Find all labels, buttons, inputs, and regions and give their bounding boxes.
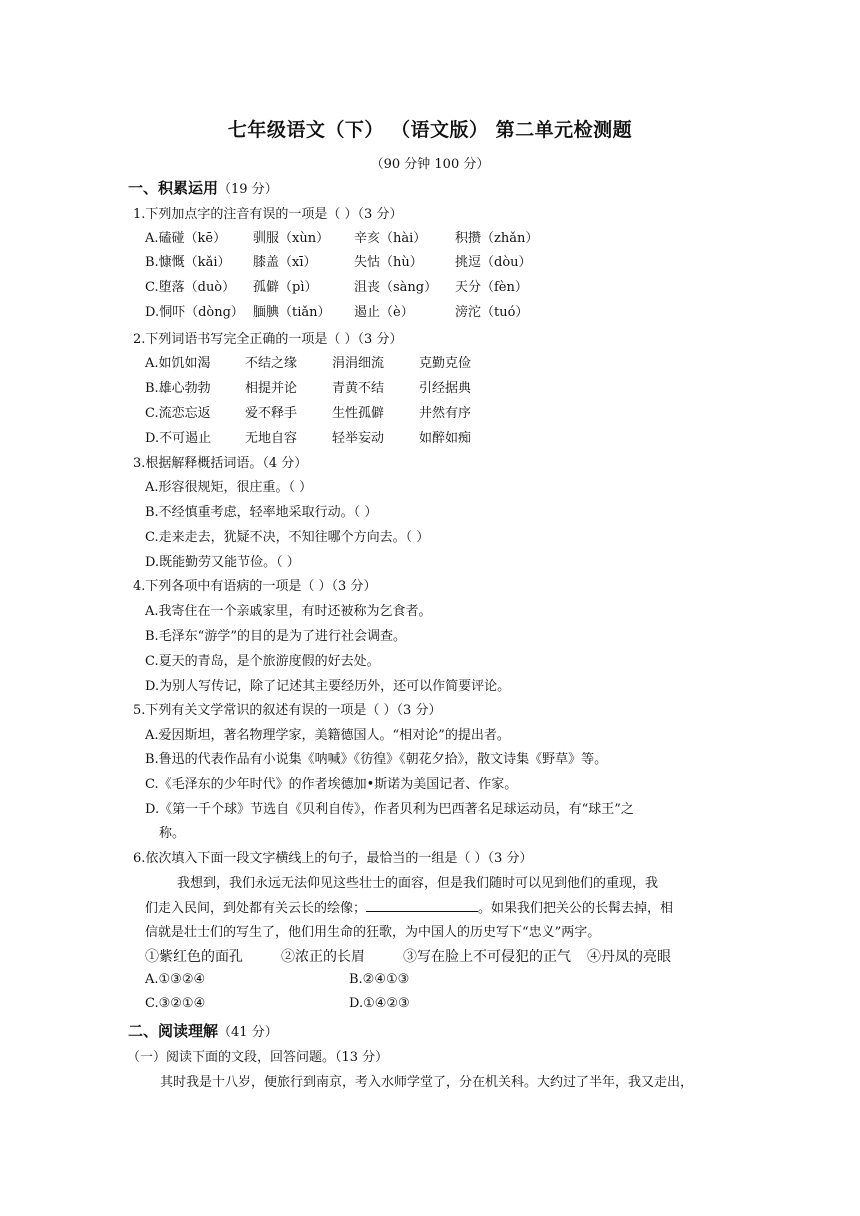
q5-item-b: B.鲁迅的代表作品有小说集《呐喊》《彷徨》《朝花夕拾》，散文诗集《野草》等。 xyxy=(145,752,608,767)
q5-item-d: D.《第一千个球》节选自《贝利自传》，作者贝利为巴西著名足球运动员，有“球王”之 xyxy=(145,802,634,817)
q2-option: 生性孤僻 xyxy=(332,406,385,421)
section-score: （41 分） xyxy=(218,1025,278,1040)
q2-option: 无地自容 xyxy=(245,431,298,446)
q3-item-d: D.既能勤劳又能节俭。（ ） xyxy=(145,555,300,570)
q2-option: 如醉如痴 xyxy=(419,431,472,446)
q1-option: 沮丧（sàng） xyxy=(354,280,438,295)
q1-option: 腼腆（tiǎn） xyxy=(253,305,331,320)
q1-option: 遏止（è） xyxy=(354,305,414,320)
q3-item-c: C.走来走去，犹疑不决，不知往哪个方向去。（ ） xyxy=(145,530,430,545)
q2-option: 轻举妄动 xyxy=(332,431,385,446)
reading-passage-line: 其时我是十八岁，便旅行到南京，考入水师学堂了，分在机关科。大约过了半年，我又走出， xyxy=(160,1075,694,1090)
q2-option: C.流恋忘返 xyxy=(145,406,211,421)
q2-option: 青黄不结 xyxy=(332,381,385,396)
q6-passage-text: 。如果我们把关公的长髯去掉，相 xyxy=(478,901,674,916)
page-title: 七年级语文（下） （语文版） 第二单元检测题 xyxy=(227,119,633,141)
q1-option: B.慷慨（kǎi） xyxy=(145,255,231,270)
question-2-stem: 2.下列词语书写完全正确的一项是（ ）（3 分） xyxy=(133,332,403,347)
q4-item-a: A.我寄住在一个亲戚家里，有时还被称为乞食者。 xyxy=(145,604,432,619)
section-heading-reading xyxy=(128,1020,278,1041)
q2-option: 克勤克俭 xyxy=(419,356,472,371)
q6-option: D.①④②③ xyxy=(349,996,410,1011)
q2-option: A.如饥如渴 xyxy=(145,356,211,371)
section-title: 二、阅读理解 xyxy=(128,1022,219,1040)
question-6-stem: 6.依次填入下面一段文字横线上的句子，最恰当的一组是（ ）（3 分） xyxy=(133,851,533,866)
page-subtitle: （90 分钟 100 分） xyxy=(370,157,490,172)
q5-item-d-continuation: 称。 xyxy=(159,826,186,841)
q6-option: C.③②①④ xyxy=(145,996,206,1011)
q1-option: A.磕碰（kē） xyxy=(145,231,227,246)
q2-option: D.不可遏止 xyxy=(145,431,212,446)
q4-item-c: C.夏天的青岛，是个旅游度假的好去处。 xyxy=(145,654,380,669)
q3-item-b: B.不经慎重考虑，轻率地采取行动。（ ） xyxy=(145,505,378,520)
q6-choice: ②浓正的长眉 xyxy=(281,949,365,965)
question-1-stem: 1.下列加点字的注音有误的一项是（ ）（3 分） xyxy=(133,207,403,222)
q6-choice: ③写在脸上不可侵犯的正气 xyxy=(403,949,571,965)
q1-option: C.堕落（duò） xyxy=(145,280,236,295)
q4-item-b: B.毛泽东“游学”的目的是为了进行社会调查。 xyxy=(145,629,406,644)
q6-option: A.①③②④ xyxy=(145,972,206,987)
q2-option: 涓涓细流 xyxy=(332,356,385,371)
q6-choice: ④丹凤的亮眼 xyxy=(587,949,671,965)
q1-option: 驯服（xùn） xyxy=(253,231,330,246)
q6-passage-text: 们走入民间，到处都有关云长的绘像； xyxy=(145,901,367,916)
q6-option: B.②④①③ xyxy=(349,972,410,987)
question-5-stem: 5.下列有关文学常识的叙述有误的一项是（ ）（3 分） xyxy=(133,703,442,718)
q6-passage-line-3: 信就是壮士们的写生了，他们用生命的狂歌，为中国人的历史写下“忠义”两字。 xyxy=(145,925,601,940)
question-4-stem: 4.下列各项中有语病的一项是（ ）（3 分） xyxy=(133,579,377,594)
q6-passage-line-1: 我想到，我们永远无法仰见这些壮士的面容，但是我们随时可以见到他们的重现，我 xyxy=(177,876,659,891)
q4-item-d: D.为别人写传记，除了记述其主要经历外，还可以作简要评论。 xyxy=(145,679,511,694)
question-3-stem: 3.根据解释概括词语。（4 分） xyxy=(133,456,308,471)
q1-option: 膝盖（xī） xyxy=(253,255,317,270)
q5-item-c: C.《毛泽东的少年时代》的作者埃德加•斯诺为美国记者、作家。 xyxy=(145,777,518,792)
q1-option: 天分（fèn） xyxy=(455,280,528,295)
q1-option: 积攒（zhǎn） xyxy=(455,231,539,246)
q3-item-a: A.形容很规矩，很庄重。（ ） xyxy=(145,480,313,495)
q1-option: 挑逗（dòu） xyxy=(455,255,532,270)
q1-option: D.恫吓（dòng） xyxy=(145,305,244,320)
q2-option: 相提并论 xyxy=(245,381,298,396)
section-heading-accumulation xyxy=(128,177,278,198)
q2-option: 引经据典 xyxy=(419,381,472,396)
q1-option: 辛亥（hài） xyxy=(354,231,427,246)
reading-part-1-stem: （一）阅读下面的文段，回答问题。（13 分） xyxy=(127,1050,389,1065)
q2-option: B.雄心勃勃 xyxy=(145,381,211,396)
q6-passage-line-2 xyxy=(145,897,673,916)
q2-option: 不结之缘 xyxy=(245,356,298,371)
section-title: 一、积累运用 xyxy=(128,179,219,197)
q5-item-a: A.爱因斯坦，著名物理学家，美籍德国人。“相对论”的提出者。 xyxy=(145,728,510,743)
q6-fill-blank xyxy=(366,898,478,912)
q1-option: 滂沱（tuó） xyxy=(455,305,529,320)
q2-option: 井然有序 xyxy=(419,406,472,421)
q1-option: 失怙（hù） xyxy=(354,255,423,270)
q2-option: 爱不释手 xyxy=(245,406,298,421)
q6-choice: ①紫红色的面孔 xyxy=(145,949,243,965)
q1-option: 孤僻（pì） xyxy=(253,280,318,295)
section-score: （19 分） xyxy=(218,182,278,197)
